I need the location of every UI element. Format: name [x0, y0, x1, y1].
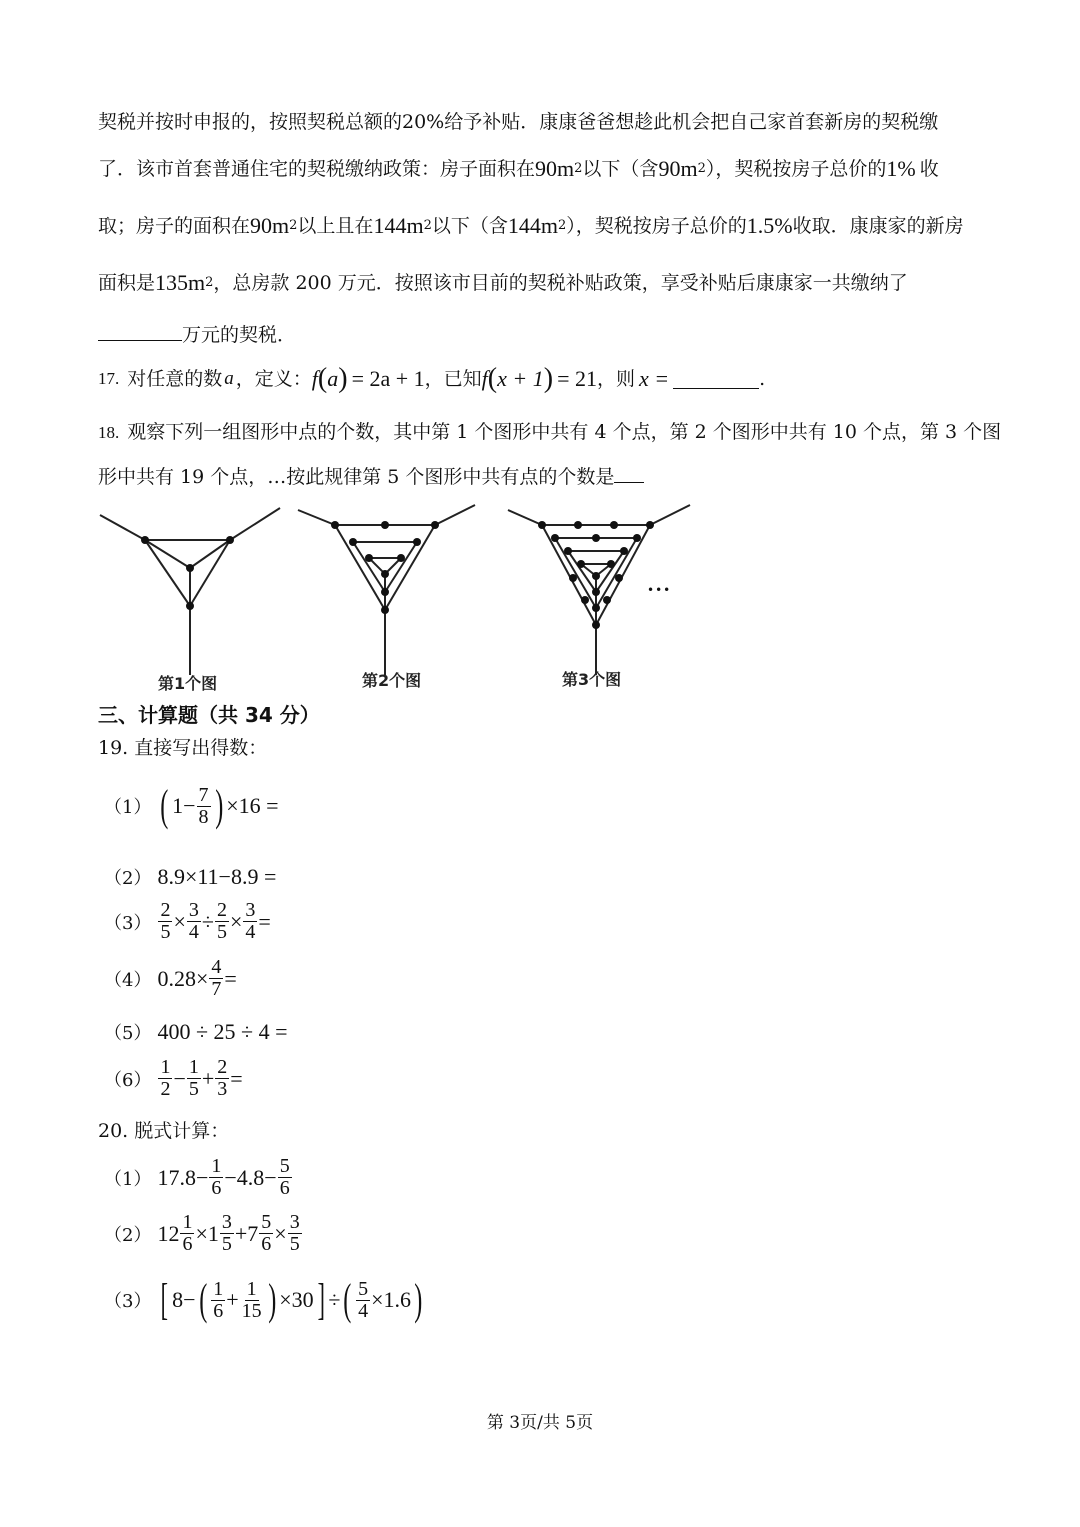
- var-a: a: [224, 368, 234, 389]
- p16-line4: [98, 272, 908, 294]
- p17-text-c: ，已知: [424, 368, 482, 390]
- p20-header: 20. 脱式计算：: [98, 1120, 230, 1142]
- fraction: $\frac{2}{5}$: [216, 899, 227, 943]
- item-label: （1）: [104, 1168, 152, 1190]
- term: ×1: [195, 1220, 219, 1246]
- pct-1: 1%: [886, 156, 916, 181]
- paren-left: (: [343, 1275, 352, 1324]
- op: +: [201, 1065, 215, 1091]
- fraction: $\frac{3}{4}$: [245, 899, 256, 943]
- sup: 2: [697, 161, 706, 176]
- paren-right: ): [214, 781, 223, 830]
- fraction: $\frac{1}{5}$: [188, 1056, 199, 1100]
- p18-line1: [98, 421, 1001, 444]
- answer-blank-17[interactable]: [673, 370, 759, 389]
- fraction: $\frac{3}{5}$: [221, 1211, 232, 1255]
- caption-fig3: 第3个图: [562, 670, 622, 689]
- p16-line1: 契税并按时申报的，按照契税总额的20%给予补贴．康康爸爸想趁此机会把自己家首套新房的契税缴: [98, 111, 939, 133]
- p18-line2: [98, 464, 644, 488]
- fraction: $\frac{7}{8}$: [198, 783, 209, 828]
- p16-line3-e: 收取．康康家的新房: [792, 215, 964, 237]
- term: 17.8−: [157, 1164, 209, 1190]
- p17-text-a: 对任意的数: [127, 368, 223, 390]
- p16-line3-c: 以下（含: [431, 215, 508, 237]
- paren-right: ): [267, 1275, 276, 1324]
- fraction: $\frac{5}{6}$: [261, 1211, 272, 1255]
- item-label: （2）: [104, 1224, 152, 1246]
- pre: 0.28×: [157, 965, 209, 991]
- p16-line3: [98, 215, 964, 237]
- page-footer: 第 3页/共 5页: [486, 1413, 594, 1433]
- fraction: $\frac{1}{15}$: [241, 1277, 262, 1322]
- one-minus: 1−: [172, 793, 196, 818]
- p20-item-1: [104, 1156, 293, 1199]
- pct-15: 1.5%: [746, 213, 793, 238]
- x-eq: x =: [639, 366, 670, 391]
- func-f: f: [311, 366, 318, 391]
- p16-line4-b: ，总房款 200 万元．按照该市目前的契税补贴政策，享受补贴后康康家一共缴纳了: [213, 272, 908, 294]
- term: ×1.6: [371, 1287, 411, 1312]
- term: 12: [157, 1220, 180, 1246]
- p16-line4-a: 面积是: [98, 272, 156, 294]
- p19-item-5: [104, 1019, 288, 1045]
- op: ×: [173, 908, 186, 934]
- area-90: 90m: [535, 156, 575, 181]
- fraction: $\frac{1}{6}$: [211, 1155, 222, 1199]
- sup: 2: [423, 218, 432, 233]
- fraction: $\frac{3}{4}$: [188, 899, 199, 943]
- expr: 400 ÷ 25 ÷ 4 =: [157, 1019, 288, 1044]
- p19-item-4: [104, 957, 237, 1000]
- figure-1: [100, 508, 280, 675]
- item-label: （2）: [104, 868, 152, 889]
- p16-line2-d: 收: [919, 158, 939, 180]
- func-f-2: f: [481, 366, 488, 391]
- item-label: （1）: [104, 797, 152, 818]
- p19-item-3: [104, 900, 271, 943]
- fraction: $\frac{1}{6}$: [213, 1277, 224, 1322]
- equals: =: [224, 965, 237, 991]
- p19-item-1: [104, 781, 279, 830]
- equals: =: [230, 1065, 243, 1091]
- p20-item-3: [104, 1275, 426, 1324]
- def-rhs: = 2a + 1: [351, 366, 425, 391]
- p19-item-6: [104, 1057, 243, 1100]
- p16-line3-d: ），契税按房子总价的: [566, 215, 747, 237]
- arg-a: a: [327, 366, 339, 391]
- p18-number: 18.: [98, 423, 120, 442]
- paren: ): [543, 363, 554, 394]
- op: −: [173, 1065, 186, 1091]
- paren: ): [338, 363, 348, 394]
- p20-item-2: [104, 1212, 303, 1255]
- paren: (: [317, 363, 328, 394]
- p16-line5: [98, 322, 296, 346]
- dot-pattern-figures: [95, 500, 715, 695]
- item-label: （6）: [104, 1069, 152, 1091]
- p16-line2-c: ），契税按房子总价的: [705, 158, 887, 180]
- sup: 2: [205, 275, 214, 290]
- p16-line3-a: 取；房子的面积在: [98, 215, 251, 237]
- arg-x1: x + 1: [497, 366, 544, 391]
- p16-line2-b: 以下（含: [582, 158, 659, 180]
- p17: [98, 363, 766, 394]
- fraction: $\frac{5}{4}$: [358, 1277, 369, 1322]
- p16-line2-a: 了．该市首套普通住宅的契税缴纳政策：房子面积在: [98, 158, 536, 180]
- term: +7: [234, 1220, 259, 1246]
- fraction: $\frac{2}{3}$: [217, 1056, 228, 1100]
- fraction: $\frac{1}{6}$: [182, 1211, 193, 1255]
- caption-fig1: 第1个图: [158, 674, 218, 693]
- fraction: $\frac{5}{6}$: [279, 1155, 290, 1199]
- section-title: 三、计算题（共 34 分）: [98, 703, 320, 727]
- sup: 2: [289, 218, 298, 233]
- bracket-left: [: [161, 1275, 169, 1324]
- fraction: $\frac{4}{7}$: [211, 956, 222, 1000]
- p17-end: .: [759, 368, 766, 390]
- expr: 8.9×11−8.9 =: [157, 864, 277, 889]
- item-label: （3）: [104, 1291, 152, 1312]
- p16-line3-b: 以上且在: [297, 215, 374, 237]
- fraction: $\frac{2}{5}$: [160, 899, 171, 943]
- area-135: 135m: [155, 270, 206, 295]
- paren: (: [487, 363, 498, 394]
- p19-item-2: [104, 864, 276, 890]
- op: +: [226, 1287, 239, 1312]
- item-label: （5）: [104, 1023, 152, 1044]
- sup: 2: [557, 218, 567, 233]
- op: ×: [229, 908, 243, 934]
- answer-blank-18[interactable]: [614, 464, 644, 483]
- term: −4.8−: [224, 1164, 277, 1190]
- paren-left: (: [198, 1275, 207, 1324]
- area-144: 144m: [373, 213, 424, 238]
- term: ×: [274, 1220, 287, 1246]
- p17-number: 17.: [98, 369, 120, 388]
- term: 8−: [172, 1287, 196, 1312]
- p18-line1-text: 观察下列一组图形中点的个数，其中第 1 个图形中共有 4 个点，第 2 个图形中共有 10 个点，第 3 个图: [127, 421, 1002, 443]
- area-144-b: 144m: [507, 213, 558, 238]
- op: ÷: [328, 1287, 341, 1312]
- p18-line2-text: 形中共有 19 个点，…按此规律第 5 个图形中共有点的个数是: [98, 466, 615, 488]
- paren-right: ): [414, 1275, 423, 1324]
- fraction: $\frac{1}{2}$: [160, 1056, 171, 1100]
- eq-21: = 21: [557, 366, 597, 391]
- paren-left: (: [160, 781, 169, 830]
- term: ×30: [279, 1287, 314, 1312]
- caption-fig2: 第2个图: [362, 671, 422, 690]
- p16-line2: [98, 158, 939, 180]
- item-label: （3）: [104, 912, 152, 934]
- area-90-c: 90m: [250, 213, 290, 238]
- item-label: （4）: [104, 969, 152, 991]
- answer-blank[interactable]: [98, 322, 182, 341]
- p16-line5-text: 万元的契税．: [182, 324, 297, 346]
- ellipsis: •••: [647, 583, 672, 597]
- area-90-b: 90m: [658, 156, 698, 181]
- p19-header: 19. 直接写出得数：: [98, 737, 268, 759]
- times-16: ×16 =: [226, 793, 279, 818]
- p17-text-b: ，定义：: [235, 368, 312, 390]
- op: ÷: [201, 908, 214, 934]
- equals: =: [258, 908, 271, 934]
- bracket-right: ]: [317, 1275, 325, 1324]
- p17-text-d: ，则: [597, 368, 636, 390]
- sup: 2: [574, 161, 583, 176]
- fraction: $\frac{3}{5}$: [289, 1211, 300, 1255]
